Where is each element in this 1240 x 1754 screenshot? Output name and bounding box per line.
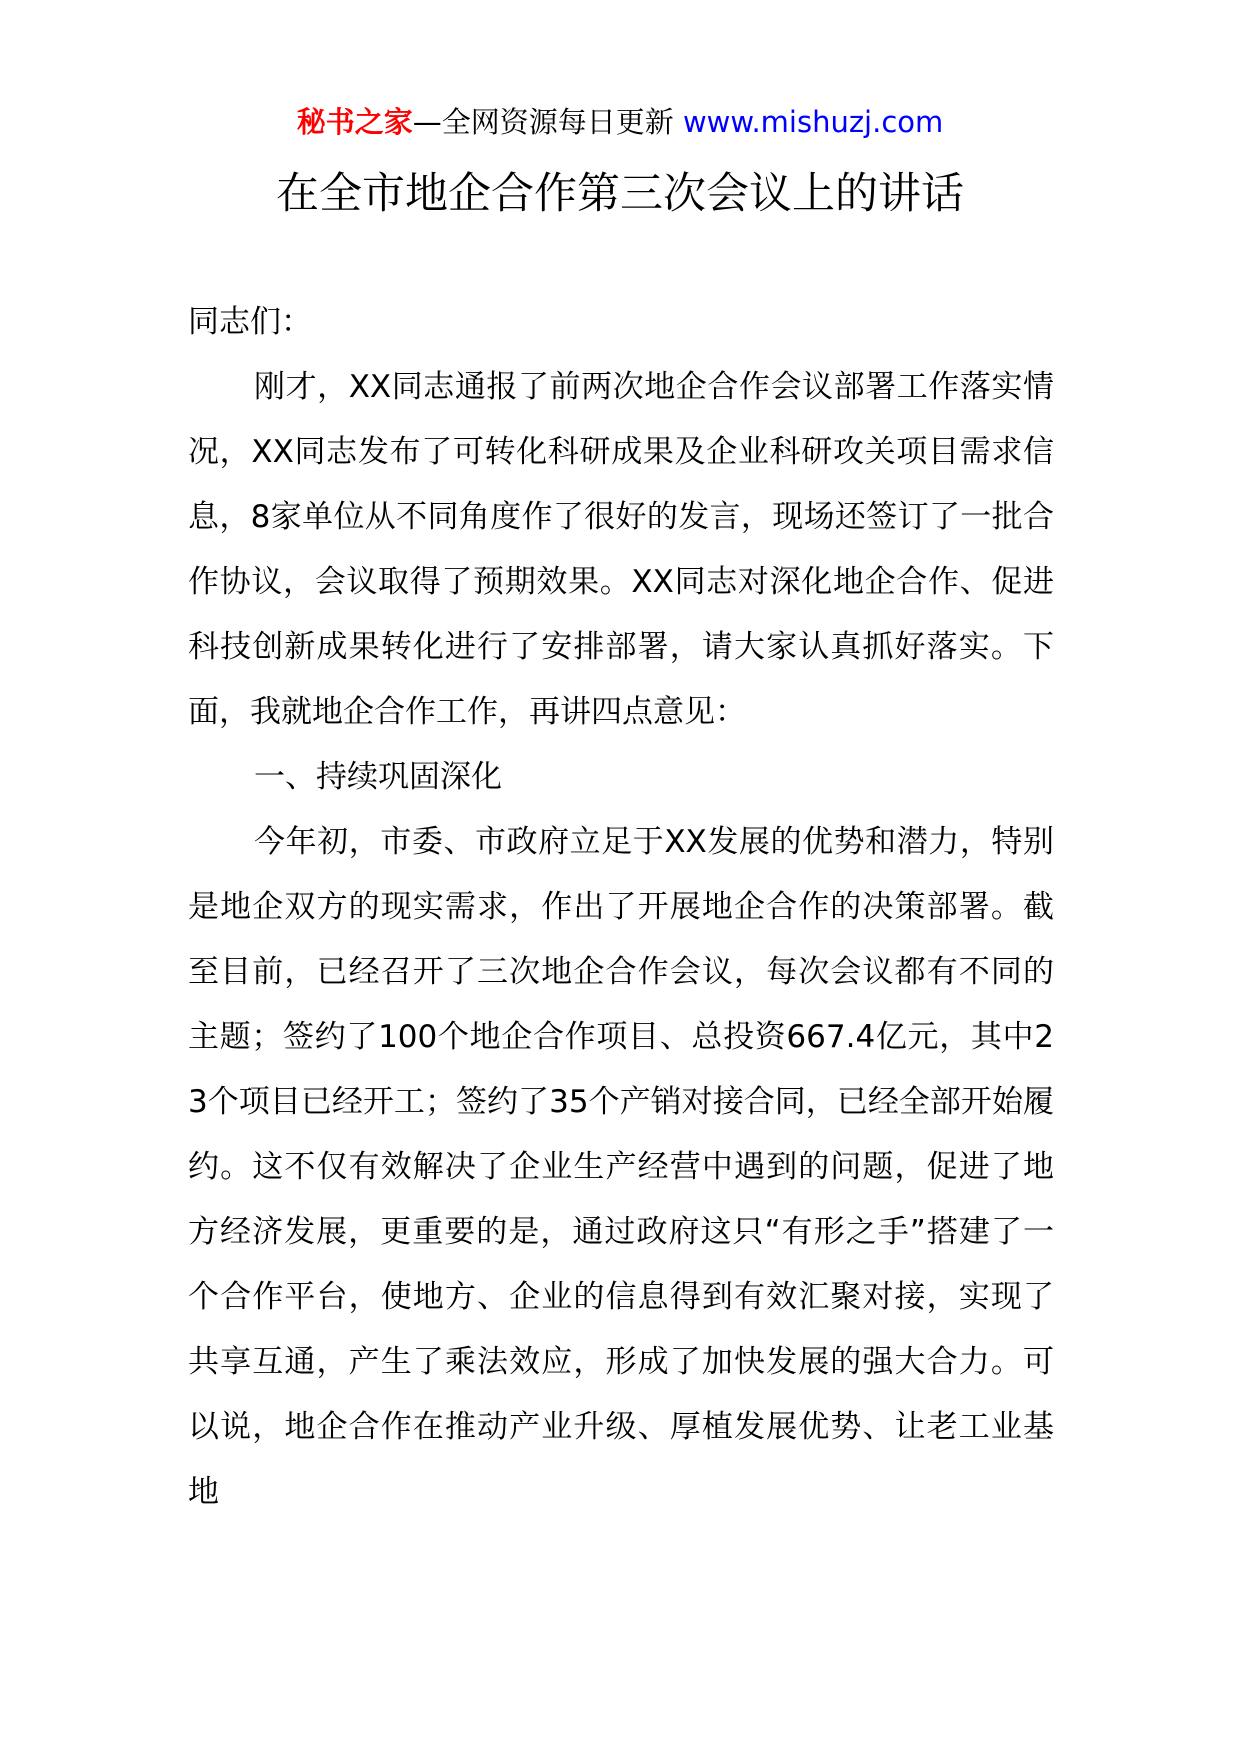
document-title: 在全市地企合作第三次会议上的讲话: [276, 169, 964, 219]
header-slogan: —全网资源每日更新: [412, 105, 674, 139]
salutation: 同志们：: [188, 304, 312, 340]
paragraph-opening: 刚才，XX同志通报了前两次地企合作会议部署工作落实情况，XX同志发布了可转化科研成果及企业科研攻关项目需求信息，8家单位从不同角度作了很好的发言，现场还签订了一批合作协议，会议取得了预期效果。XX同志对深化地企合作、促进科技创新成果转化进行了安排部署，请大家认真抓好落实。下面，我就地企合作工作，再讲四点意见：: [188, 369, 1054, 730]
site-header: [0, 102, 1240, 142]
section-heading: 一、持续巩固深化: [254, 759, 502, 795]
document-body: [188, 290, 1054, 1525]
brand-name: 秘书之家: [296, 105, 413, 139]
paragraph-section-one: 今年初，市委、市政府立足于XX发展的优势和潜力，特别是地企双方的现实需求，作出了开展地企合作的决策部署。截至目前，已经召开了三次地企合作会议，每次会议都有不同的主题；签约了100个地企合作项目、总投资667.4亿元，其中23个项目已经开工；签约了35个产销对接合同，已经全部开始履约。这不仅有效解决了企业生产经营中遇到的问题，促进了地方经济发展，更重要的是，通过政府这只“有形之手”搭建了一个合作平台，使地方、企业的信息得到有效汇聚对接，实现了共享互通，产生了乘法效应，形成了加快发展的强大合力。可以说，地企合作在推动产业升级、厚植发展优势、让老工业基地: [188, 824, 1054, 1510]
site-url-link[interactable]: www.mishuzj.com: [682, 105, 944, 139]
